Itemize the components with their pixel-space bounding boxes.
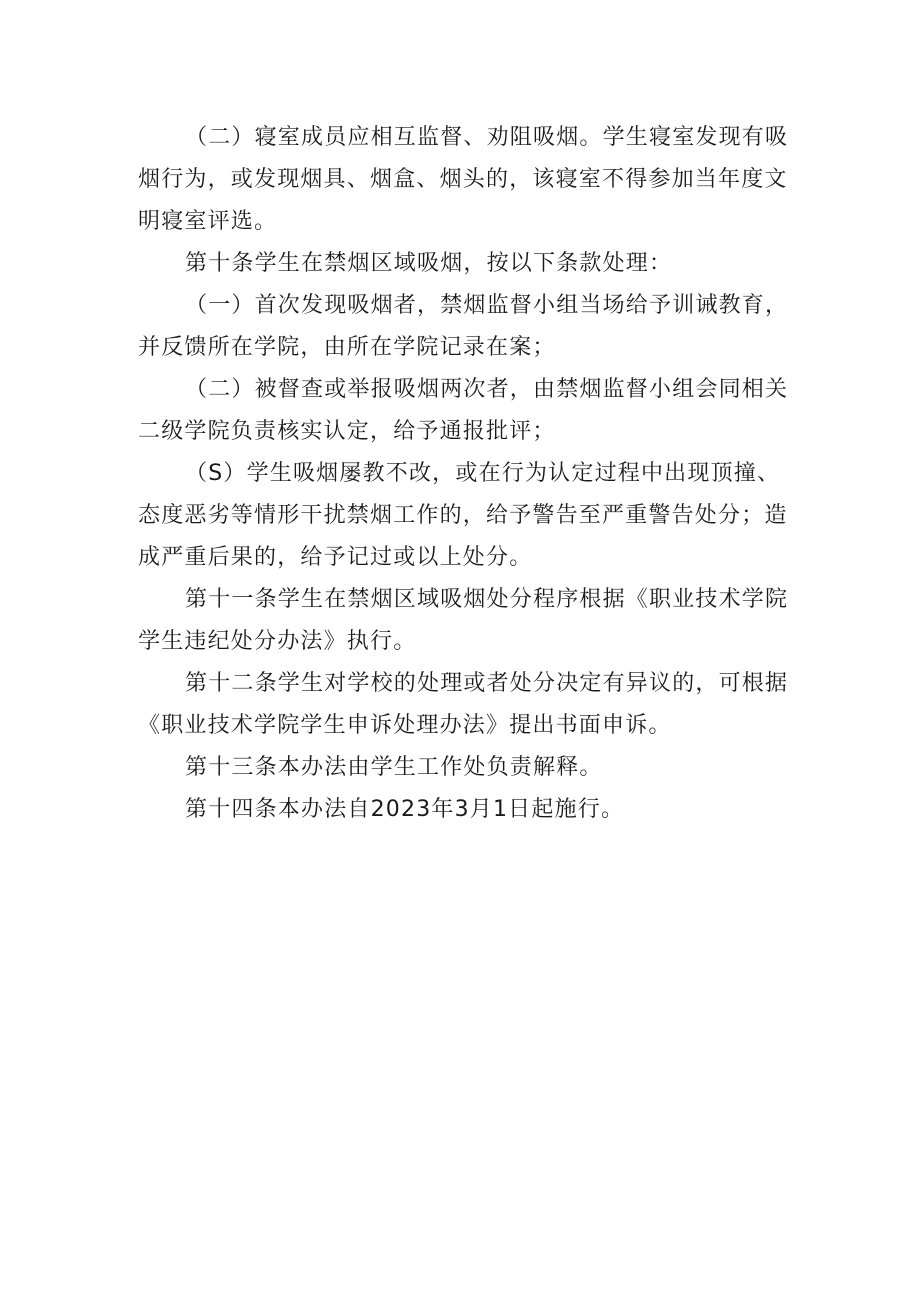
text-line: 态度恶劣等情形干扰禁烟工作的，给予警告至严重警告处分；造	[138, 503, 788, 528]
paragraph-article-11	[138, 579, 798, 663]
text-line: 第十一条学生在禁烟区域吸烟处分程序根据《职业技术学院	[185, 587, 789, 612]
paragraph-article-10	[138, 243, 798, 285]
paragraph-dorm-supervision	[138, 117, 798, 243]
text-line: 明寝室评选。	[138, 209, 278, 234]
text-line: 第十二条学生对学校的处理或者处分决定有异议的，可根据	[185, 671, 789, 696]
text-line: （S）学生吸烟屡教不改，或在行为认定过程中出现顶撞、	[185, 461, 781, 486]
paragraph-article-14	[138, 789, 798, 831]
text-line: 第十三条本办法由学生工作处负责解释。	[185, 755, 603, 780]
text-line: 成严重后果的，给予记过或以上处分。	[138, 545, 533, 570]
text-line: 并反馈所在学院，由所在学院记录在案；	[138, 335, 556, 360]
paragraph-second-offense	[138, 369, 798, 453]
text-line: 烟行为，或发现烟具、烟盒、烟头的，该寝室不得参加当年度文	[138, 167, 788, 192]
text-line: 第十条学生在禁烟区域吸烟，按以下条款处理：	[185, 251, 673, 276]
text-line: （二）寝室成员应相互监督、劝阻吸烟。学生寝室发现有吸	[185, 125, 789, 150]
text-line: 《职业技术学院学生申诉处理办法》提出书面申诉。	[138, 713, 672, 738]
text-line: 学生违纪处分办法》执行。	[138, 629, 417, 654]
text-line: 第十四条本办法自2023年3月1日起施行。	[185, 797, 625, 822]
text-line: （二）被督查或举报吸烟两次者，由禁烟监督小组会同相关	[185, 377, 789, 402]
document-body	[138, 117, 798, 831]
text-line: 二级学院负责核实认定，给予通报批评；	[138, 419, 556, 444]
paragraph-repeat-offense	[138, 453, 798, 579]
text-line: （一）首次发现吸烟者，禁烟监督小组当场给予训诫教育，	[185, 293, 789, 318]
paragraph-article-12	[138, 663, 798, 747]
paragraph-first-offense	[138, 285, 798, 369]
paragraph-article-13	[138, 747, 798, 789]
